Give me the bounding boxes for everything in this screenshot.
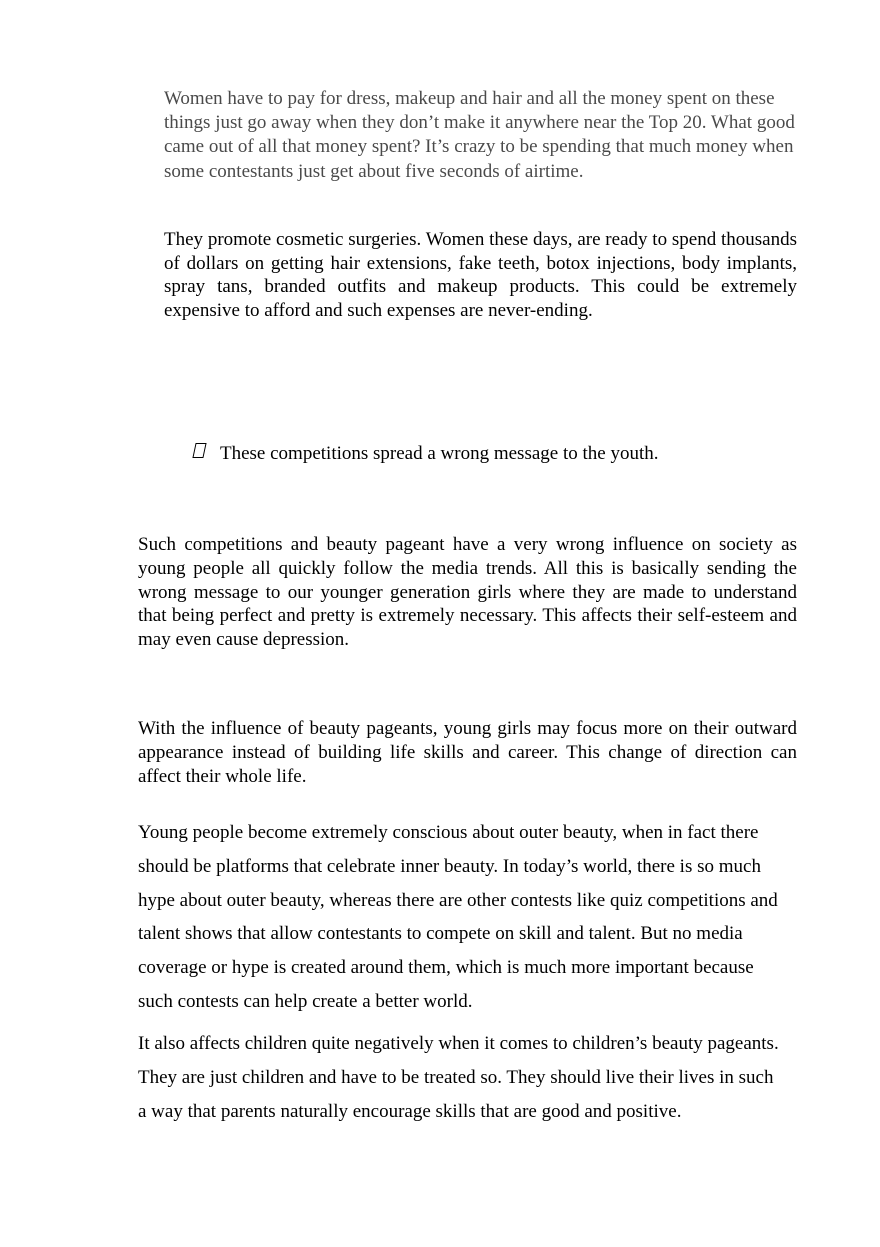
paragraph-outer-beauty: Young people become extremely conscious about outer beauty, when in fact there should be platforms that celebrate inner beauty. In today’s world, there is so much hype about outer beauty, whereas there are other contests like quiz competitions and talent shows that allow contestants to compete on skill and talent. But no media coverage or hype is created around them, which is much more important because such contests can help create a better world. [138,822,778,1012]
paragraph-children-pageants: It also affects children quite negatively when it comes to children’s beauty pageants. They are just children and have to be treated so. They should live their lives in such a way that parents naturally encourage skills that are good and positive. [138,1033,779,1122]
bullet-text: These competitions spread a wrong message to the youth. [220,443,659,464]
paragraph-outward-appearance: With the influence of beauty pageants, young girls may focus more on their outward appearance instead of building life skills and career. This change of direction can affect their whole life. [138,718,797,787]
bullet-box-icon [192,443,206,458]
paragraph-cosmetic-surgeries: They promote cosmetic surgeries. Women these days, are ready to spend thousands of dollars on getting hair extensions, fake teeth, botox injections, body implants, spray tans, branded outfits and makeup products. This could be extremely expensive to afford and such expenses are never-ending. [164,229,797,321]
paragraph-pageant-costs: Women have to pay for dress, makeup and hair and all the money spent on these things just go away when they don’t make it anywhere near the Top 20. What good came out of all that money spent? It’s crazy to be spending that much money when some contestants just get about five seconds of airtime. [164,88,795,182]
bullet-item-wrong-message [192,442,792,466]
paragraph-wrong-influence: Such competitions and beauty pageant have a very wrong influence on society as young people all quickly follow the media trends. All this is basically sending the wrong message to our younger generation girls where they are made to understand that being perfect and pretty is extremely necessary. This affects their self-esteem and may even cause depression. [138,534,797,651]
